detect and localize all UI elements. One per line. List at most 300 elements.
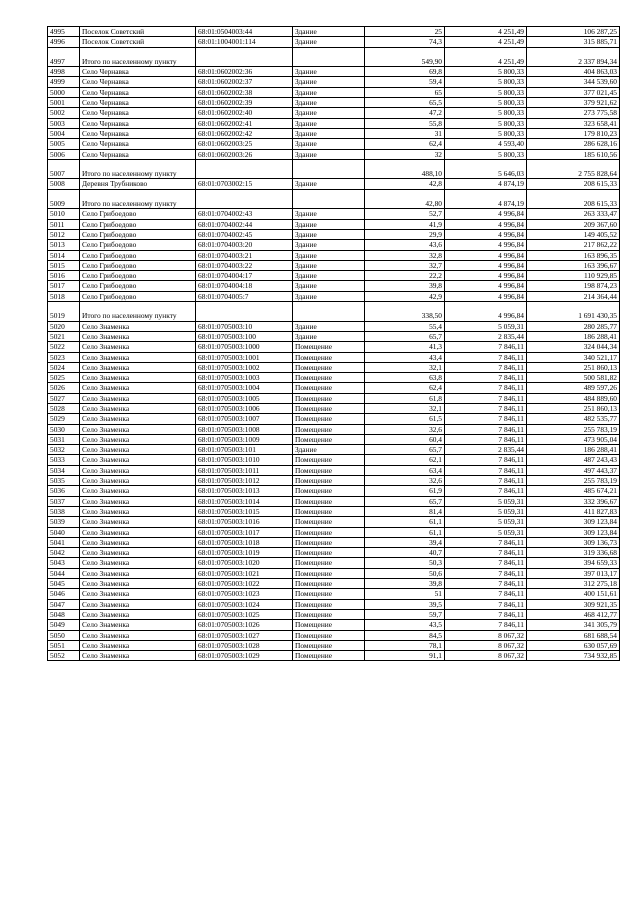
area-cell: 22,2	[365, 271, 445, 281]
cost-cell: 208 615,33	[527, 179, 620, 189]
table-row	[48, 281, 620, 291]
rate-cell: 7 846,11	[445, 620, 527, 630]
object-type-cell: Помещение	[293, 609, 365, 619]
object-type-cell: Помещение	[293, 393, 365, 403]
cadastral-number-cell: 68:01:0705003:1001	[196, 352, 293, 362]
object-type-cell: Помещение	[293, 548, 365, 558]
object-type-cell: Здание	[293, 27, 365, 37]
object-type-cell: Здание	[293, 77, 365, 87]
cost-cell: 319 336,68	[527, 548, 620, 558]
cost-cell: 110 929,85	[527, 271, 620, 281]
cadastral-number-cell: 68:01:0703002:15	[196, 179, 293, 189]
table-row	[48, 599, 620, 609]
table-row	[48, 179, 620, 189]
table-row	[48, 27, 620, 37]
row-number-cell: 5002	[48, 108, 80, 118]
locality-cell: Деревня Трубниково	[80, 179, 196, 189]
document-page	[47, 26, 619, 661]
rate-cell: 5 800,33	[445, 149, 527, 159]
cost-cell: 397 013,17	[527, 568, 620, 578]
cost-cell: 341 305,79	[527, 620, 620, 630]
locality-cell: Село Знаменка	[80, 640, 196, 650]
object-type-cell: Помещение	[293, 620, 365, 630]
row-number-cell: 5000	[48, 87, 80, 97]
table-row	[48, 589, 620, 599]
row-number-cell: 5006	[48, 149, 80, 159]
object-type-cell: Помещение	[293, 352, 365, 362]
cost-cell: 198 874,23	[527, 281, 620, 291]
rate-cell: 5 059,31	[445, 321, 527, 331]
area-cell: 39,8	[365, 281, 445, 291]
row-number-cell: 5018	[48, 291, 80, 301]
row-number-cell: 5037	[48, 496, 80, 506]
locality-cell: Село Знаменка	[80, 321, 196, 331]
cadastral-number-cell: 68:01:0704005:7	[196, 291, 293, 301]
area-cell: 42,9	[365, 291, 445, 301]
area-cell: 488,10	[365, 159, 445, 179]
row-number-cell: 4997	[48, 47, 80, 67]
locality-cell: Село Грибоедово	[80, 209, 196, 219]
cost-cell: 473 905,04	[527, 434, 620, 444]
row-number-cell: 5009	[48, 189, 80, 209]
object-type-cell: Помещение	[293, 568, 365, 578]
cadastral-number-cell: 68:01:0705003:1000	[196, 342, 293, 352]
cost-cell: 186 288,41	[527, 331, 620, 341]
table-row	[48, 67, 620, 77]
area-cell: 50,6	[365, 568, 445, 578]
row-number-cell: 5047	[48, 599, 80, 609]
row-number-cell: 5046	[48, 589, 80, 599]
cadastral-number-cell: 68:01:0705003:1020	[196, 558, 293, 568]
locality-cell: Село Знаменка	[80, 373, 196, 383]
cadastral-number-cell: 68:01:1004001:114	[196, 37, 293, 47]
rate-cell: 4 874,19	[445, 179, 527, 189]
area-cell: 43,4	[365, 352, 445, 362]
cadastral-number-cell: 68:01:0504003:44	[196, 27, 293, 37]
area-cell: 61,8	[365, 393, 445, 403]
rate-cell: 5 800,33	[445, 87, 527, 97]
rate-cell: 7 846,11	[445, 373, 527, 383]
table-row	[48, 98, 620, 108]
locality-cell: Село Чернавка	[80, 149, 196, 159]
cost-cell: 332 396,67	[527, 496, 620, 506]
cost-cell: 163 896,35	[527, 250, 620, 260]
cadastral-number-cell: 68:01:0705003:10	[196, 321, 293, 331]
object-type-cell: Помещение	[293, 383, 365, 393]
table-row	[48, 527, 620, 537]
object-type-cell: Помещение	[293, 434, 365, 444]
cost-cell: 209 367,60	[527, 219, 620, 229]
row-number-cell: 5050	[48, 630, 80, 640]
cost-cell: 394 659,33	[527, 558, 620, 568]
table-row	[48, 108, 620, 118]
table-row	[48, 149, 620, 159]
cost-cell: 309 921,35	[527, 599, 620, 609]
row-number-cell: 5045	[48, 579, 80, 589]
locality-cell: Село Знаменка	[80, 342, 196, 352]
rate-cell: 7 846,11	[445, 434, 527, 444]
table-row	[48, 434, 620, 444]
cost-cell: 734 932,85	[527, 651, 620, 661]
table-row	[48, 517, 620, 527]
rate-cell: 5 646,03	[445, 159, 527, 179]
rate-cell: 7 846,11	[445, 414, 527, 424]
row-number-cell: 5016	[48, 271, 80, 281]
table-row	[48, 393, 620, 403]
area-cell: 61,1	[365, 527, 445, 537]
rate-cell: 4 996,84	[445, 302, 527, 322]
object-type-cell: Здание	[293, 139, 365, 149]
table-row	[48, 342, 620, 352]
area-cell: 59,4	[365, 77, 445, 87]
row-number-cell: 5044	[48, 568, 80, 578]
rate-cell: 5 800,33	[445, 118, 527, 128]
table-row	[48, 620, 620, 630]
row-number-cell: 5014	[48, 250, 80, 260]
rate-cell: 4 874,19	[445, 189, 527, 209]
cadastral-number-cell: 68:01:0705003:1003	[196, 373, 293, 383]
table-row	[48, 496, 620, 506]
cadastral-number-cell: 68:01:0705003:1015	[196, 506, 293, 516]
area-cell: 549,90	[365, 47, 445, 67]
row-number-cell: 5026	[48, 383, 80, 393]
table-row	[48, 465, 620, 475]
cost-cell: 340 521,17	[527, 352, 620, 362]
area-cell: 69,8	[365, 67, 445, 77]
cadastral-number-cell	[196, 189, 293, 209]
object-type-cell: Здание	[293, 149, 365, 159]
cost-cell: 497 443,37	[527, 465, 620, 475]
cadastral-number-cell: 68:01:0705003:1006	[196, 403, 293, 413]
rate-cell: 8 067,32	[445, 651, 527, 661]
area-cell: 55,8	[365, 118, 445, 128]
locality-cell: Итого по населенному пункту	[80, 159, 196, 179]
row-number-cell: 5019	[48, 302, 80, 322]
cost-cell: 251 860,13	[527, 362, 620, 372]
cost-cell: 309 136,73	[527, 537, 620, 547]
object-type-cell: Здание	[293, 445, 365, 455]
row-number-cell: 5010	[48, 209, 80, 219]
row-number-cell: 5020	[48, 321, 80, 331]
object-type-cell: Здание	[293, 331, 365, 341]
cadastral-number-cell: 68:01:0705003:1018	[196, 537, 293, 547]
locality-cell: Село Чернавка	[80, 77, 196, 87]
table-row	[48, 568, 620, 578]
object-type-cell: Здание	[293, 108, 365, 118]
table-row	[48, 271, 620, 281]
rate-cell: 7 846,11	[445, 476, 527, 486]
table-row	[48, 455, 620, 465]
area-cell: 40,7	[365, 548, 445, 558]
cost-cell: 163 396,67	[527, 260, 620, 270]
cost-cell: 315 885,71	[527, 37, 620, 47]
area-cell: 65,7	[365, 445, 445, 455]
cadastral-number-cell	[196, 47, 293, 67]
cadastral-number-cell: 68:01:0705003:1012	[196, 476, 293, 486]
object-type-cell: Помещение	[293, 589, 365, 599]
area-cell: 43,5	[365, 620, 445, 630]
locality-cell: Село Знаменка	[80, 630, 196, 640]
area-cell: 52,7	[365, 209, 445, 219]
locality-cell: Село Чернавка	[80, 139, 196, 149]
area-cell: 65	[365, 87, 445, 97]
locality-cell: Село Чернавка	[80, 87, 196, 97]
object-type-cell: Помещение	[293, 527, 365, 537]
cadastral-number-cell: 68:01:0704003:21	[196, 250, 293, 260]
rate-cell: 4 251,49	[445, 47, 527, 67]
row-number-cell: 5001	[48, 98, 80, 108]
area-cell: 338,50	[365, 302, 445, 322]
table-row	[48, 579, 620, 589]
area-cell: 63,8	[365, 373, 445, 383]
area-cell: 32,6	[365, 476, 445, 486]
area-cell: 41,9	[365, 219, 445, 229]
cadastral-number-cell: 68:01:0705003:1019	[196, 548, 293, 558]
object-type-cell: Здание	[293, 37, 365, 47]
object-type-cell: Здание	[293, 291, 365, 301]
table-row	[48, 128, 620, 138]
rate-cell: 5 800,33	[445, 128, 527, 138]
row-number-cell: 4998	[48, 67, 80, 77]
area-cell: 81,4	[365, 506, 445, 516]
area-cell: 74,3	[365, 37, 445, 47]
area-cell: 32,1	[365, 403, 445, 413]
cost-cell: 323 658,41	[527, 118, 620, 128]
table-row	[48, 260, 620, 270]
area-cell: 65,7	[365, 496, 445, 506]
cadastral-number-cell: 68:01:0602002:38	[196, 87, 293, 97]
object-type-cell: Здание	[293, 240, 365, 250]
cadastral-number-cell: 68:01:0705003:1023	[196, 589, 293, 599]
cost-cell: 482 535,77	[527, 414, 620, 424]
object-type-cell: Помещение	[293, 579, 365, 589]
row-number-cell: 5036	[48, 486, 80, 496]
area-cell: 32,8	[365, 250, 445, 260]
area-cell: 65,5	[365, 98, 445, 108]
locality-cell: Село Знаменка	[80, 393, 196, 403]
cost-cell: 186 288,41	[527, 445, 620, 455]
rate-cell: 7 846,11	[445, 558, 527, 568]
rate-cell: 4 251,49	[445, 37, 527, 47]
area-cell: 41,3	[365, 342, 445, 352]
area-cell: 32,1	[365, 362, 445, 372]
cadastral-number-cell: 68:01:0602003:25	[196, 139, 293, 149]
object-type-cell: Помещение	[293, 455, 365, 465]
area-cell: 62,1	[365, 455, 445, 465]
row-number-cell: 5041	[48, 537, 80, 547]
table-row	[48, 352, 620, 362]
locality-cell: Село Знаменка	[80, 455, 196, 465]
locality-cell: Село Знаменка	[80, 362, 196, 372]
cadastral-number-cell: 68:01:0704004:18	[196, 281, 293, 291]
rate-cell: 5 800,33	[445, 98, 527, 108]
rate-cell: 8 067,32	[445, 640, 527, 650]
rate-cell: 5 800,33	[445, 67, 527, 77]
area-cell: 39,4	[365, 537, 445, 547]
table-row	[48, 640, 620, 650]
cost-cell: 309 123,84	[527, 527, 620, 537]
cost-cell: 400 151,61	[527, 589, 620, 599]
table-row	[48, 118, 620, 128]
table-row	[48, 558, 620, 568]
locality-cell: Село Знаменка	[80, 558, 196, 568]
object-type-cell: Помещение	[293, 362, 365, 372]
table-row	[48, 331, 620, 341]
cadastral-number-cell: 68:01:0705003:1028	[196, 640, 293, 650]
cadastral-number-cell: 68:01:0602002:41	[196, 118, 293, 128]
cadastral-number-cell: 68:01:0705003:1029	[196, 651, 293, 661]
locality-cell: Село Грибоедово	[80, 281, 196, 291]
object-type-cell: Здание	[293, 128, 365, 138]
cost-cell: 2 755 828,64	[527, 159, 620, 179]
object-type-cell: Здание	[293, 321, 365, 331]
locality-cell: Село Знаменка	[80, 620, 196, 630]
row-number-cell: 5043	[48, 558, 80, 568]
row-number-cell: 5052	[48, 651, 80, 661]
cadastral-number-cell: 68:01:0705003:1024	[196, 599, 293, 609]
row-number-cell: 5023	[48, 352, 80, 362]
cadastral-number-cell: 68:01:0602002:40	[196, 108, 293, 118]
rate-cell: 7 846,11	[445, 537, 527, 547]
row-number-cell: 5032	[48, 445, 80, 455]
rate-cell: 2 835,44	[445, 331, 527, 341]
locality-cell: Село Грибоедово	[80, 260, 196, 270]
row-number-cell: 5012	[48, 229, 80, 239]
cadastral-number-cell: 68:01:0705003:1010	[196, 455, 293, 465]
object-type-cell: Здание	[293, 271, 365, 281]
object-type-cell: Здание	[293, 87, 365, 97]
object-type-cell: Помещение	[293, 630, 365, 640]
subtotal-row	[48, 159, 620, 179]
row-number-cell: 5022	[48, 342, 80, 352]
subtotal-row	[48, 302, 620, 322]
object-type-cell: Здание	[293, 209, 365, 219]
cost-cell: 2 337 894,34	[527, 47, 620, 67]
locality-cell: Село Знаменка	[80, 465, 196, 475]
area-cell: 61,1	[365, 517, 445, 527]
table-row	[48, 414, 620, 424]
rate-cell: 7 846,11	[445, 579, 527, 589]
object-type-cell: Здание	[293, 260, 365, 270]
object-type-cell: Помещение	[293, 342, 365, 352]
rate-cell: 7 846,11	[445, 486, 527, 496]
cost-cell: 324 044,34	[527, 342, 620, 352]
locality-cell: Село Знаменка	[80, 599, 196, 609]
cadastral-number-cell: 68:01:0705003:101	[196, 445, 293, 455]
locality-cell: Село Чернавка	[80, 118, 196, 128]
area-cell: 25	[365, 27, 445, 37]
cadastral-number-cell: 68:01:0705003:1025	[196, 609, 293, 619]
cost-cell: 312 275,18	[527, 579, 620, 589]
rate-cell: 5 059,31	[445, 496, 527, 506]
object-type-cell: Помещение	[293, 373, 365, 383]
cadastral-number-cell: 68:01:0705003:1022	[196, 579, 293, 589]
area-cell: 31	[365, 128, 445, 138]
object-type-cell: Здание	[293, 229, 365, 239]
locality-cell: Село Знаменка	[80, 517, 196, 527]
object-type-cell: Помещение	[293, 537, 365, 547]
locality-cell: Село Знаменка	[80, 383, 196, 393]
cadastral-number-cell: 68:01:0705003:1011	[196, 465, 293, 475]
locality-cell: Итого по населенному пункту	[80, 189, 196, 209]
area-cell: 51	[365, 589, 445, 599]
area-cell: 91,1	[365, 651, 445, 661]
locality-cell: Село Грибоедово	[80, 271, 196, 281]
cadastral-number-cell: 68:01:0602003:26	[196, 149, 293, 159]
cadastral-number-cell: 68:01:0704004:17	[196, 271, 293, 281]
rate-cell: 5 059,31	[445, 527, 527, 537]
area-cell: 61,9	[365, 486, 445, 496]
row-number-cell: 5034	[48, 465, 80, 475]
object-type-cell	[293, 302, 365, 322]
row-number-cell: 5024	[48, 362, 80, 372]
row-number-cell: 5051	[48, 640, 80, 650]
table-row	[48, 37, 620, 47]
object-type-cell: Здание	[293, 67, 365, 77]
object-type-cell: Здание	[293, 219, 365, 229]
row-number-cell: 5005	[48, 139, 80, 149]
cadastral-number-cell: 68:01:0602002:37	[196, 77, 293, 87]
table-row	[48, 250, 620, 260]
cadastral-number-cell: 68:01:0602002:42	[196, 128, 293, 138]
subtotal-row	[48, 47, 620, 67]
rate-cell: 4 996,84	[445, 281, 527, 291]
table-row	[48, 630, 620, 640]
area-cell: 65,7	[365, 331, 445, 341]
table-row	[48, 537, 620, 547]
cost-cell: 263 333,47	[527, 209, 620, 219]
table-row	[48, 362, 620, 372]
area-cell: 32,6	[365, 424, 445, 434]
rate-cell: 7 846,11	[445, 424, 527, 434]
row-number-cell: 5025	[48, 373, 80, 383]
rate-cell: 7 846,11	[445, 589, 527, 599]
rate-cell: 4 996,84	[445, 229, 527, 239]
property-table	[47, 26, 620, 661]
object-type-cell	[293, 47, 365, 67]
area-cell: 43,6	[365, 240, 445, 250]
rate-cell: 7 846,11	[445, 568, 527, 578]
cadastral-number-cell: 68:01:0704003:22	[196, 260, 293, 270]
locality-cell: Село Знаменка	[80, 537, 196, 547]
object-type-cell: Помещение	[293, 403, 365, 413]
locality-cell: Село Знаменка	[80, 476, 196, 486]
area-cell: 78,1	[365, 640, 445, 650]
cadastral-number-cell: 68:01:0705003:1005	[196, 393, 293, 403]
cost-cell: 286 628,16	[527, 139, 620, 149]
row-number-cell: 5030	[48, 424, 80, 434]
object-type-cell: Здание	[293, 98, 365, 108]
rate-cell: 5 800,33	[445, 77, 527, 87]
object-type-cell: Помещение	[293, 651, 365, 661]
area-cell: 84,5	[365, 630, 445, 640]
rate-cell: 4 996,84	[445, 209, 527, 219]
row-number-cell: 5038	[48, 506, 80, 516]
locality-cell: Итого по населенному пункту	[80, 302, 196, 322]
object-type-cell	[293, 189, 365, 209]
cadastral-number-cell: 68:01:0705003:100	[196, 331, 293, 341]
cadastral-number-cell: 68:01:0705003:1004	[196, 383, 293, 393]
row-number-cell: 5003	[48, 118, 80, 128]
locality-cell: Село Грибоедово	[80, 250, 196, 260]
table-row	[48, 506, 620, 516]
rate-cell: 7 846,11	[445, 403, 527, 413]
table-row	[48, 651, 620, 661]
cost-cell: 681 688,54	[527, 630, 620, 640]
rate-cell: 4 996,84	[445, 219, 527, 229]
cadastral-number-cell: 68:01:0705003:1002	[196, 362, 293, 372]
table-row	[48, 87, 620, 97]
